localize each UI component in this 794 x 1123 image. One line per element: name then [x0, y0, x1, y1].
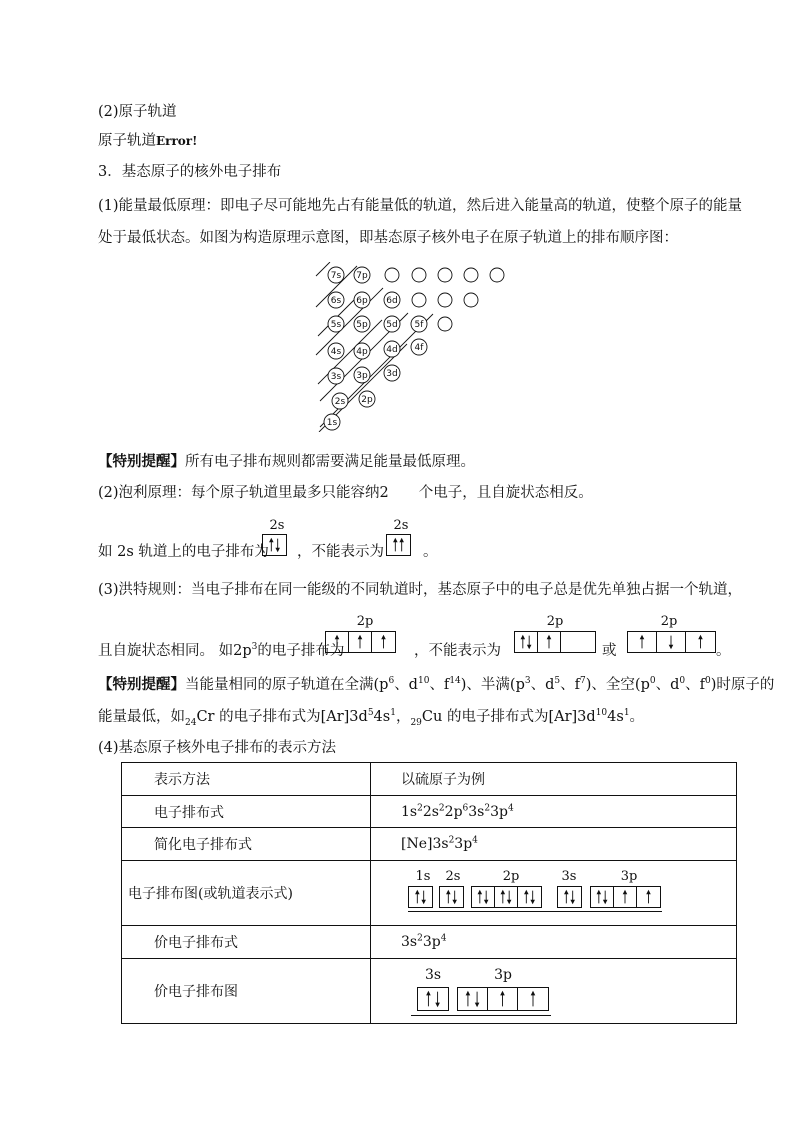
orbital-2p: [471, 886, 542, 908]
table-row: [122, 796, 737, 828]
diagram-underline: [408, 911, 662, 912]
empty-orbital: [464, 268, 478, 282]
hund-a: 且自旋状态相同。 如: [98, 643, 234, 659]
orb-5d: 5d: [386, 320, 398, 330]
orbital-2p-wrong-2: [627, 631, 716, 653]
example-config: $1s^22s^22p^63s^23p^4$: [371, 796, 737, 828]
orbital-2s-wrong: [386, 534, 411, 556]
empty-orbital: [490, 268, 504, 282]
orb-3s: 3s: [330, 372, 342, 382]
cell-up-down: [418, 988, 448, 1010]
full-orbital-diagram: [371, 861, 736, 925]
label-2s-wrong: 2s: [393, 518, 409, 533]
cell-up: [628, 632, 657, 652]
hund-line-2: [98, 641, 344, 661]
section-3-heading: 3．基态原子的核外电子排布: [98, 164, 282, 180]
empty-orbital: [438, 317, 452, 331]
label-2p-wrong-2: 2p: [660, 614, 678, 629]
orbital-2p-correct: [325, 631, 396, 653]
ex-2s-b: 2s: [117, 544, 134, 560]
hund-line-1: (3)洪特规则：当电子排布在同一能级的不同轨道时，基态原子中的电子总是优先单独占据一个轨道，: [98, 582, 743, 598]
cell-up: [637, 887, 660, 907]
method-valence-diagram: 价电子排布图: [122, 959, 371, 1024]
orbital-1s: [408, 886, 433, 908]
cell-up-down: [472, 887, 495, 907]
empty-orbital: [464, 293, 478, 307]
cell-up-down: [495, 887, 518, 907]
example-diagram: [371, 861, 737, 926]
hund-b-sup: 3: [251, 642, 258, 653]
aufbau-diagram: [310, 262, 530, 432]
cell-up-down: [440, 887, 463, 907]
orb-2s: 2s: [334, 397, 346, 407]
ex-2s-a: 如: [98, 544, 113, 560]
example-short: $[Ne]3s^23p^4$: [371, 828, 737, 861]
cell-up-down: [518, 887, 541, 907]
orb-1s: 1s: [326, 418, 338, 428]
orb-6d: 6d: [386, 296, 398, 306]
hund-end: 。: [716, 643, 731, 659]
table-row: [122, 926, 737, 959]
orb-2p: 2p: [361, 395, 373, 405]
section-4-heading: (4)基态原子核外电子排布的表示方法: [98, 740, 337, 756]
orb-3d: 3d: [386, 369, 398, 379]
orb-4f: 4f: [414, 343, 424, 353]
ex-2s-e: 。: [423, 544, 438, 560]
label-3p: 3p: [620, 869, 638, 884]
hund-b: 2p: [233, 643, 252, 659]
error-text: Error!: [156, 134, 198, 148]
ex-2s-c: 轨道上的电子排布为: [138, 544, 269, 560]
representation-table: [121, 762, 737, 1024]
orbital-3p: [590, 886, 661, 908]
method-short: 简化电子排布式: [122, 828, 371, 861]
orb-4s: 4s: [330, 347, 342, 357]
valence-orbital-diagram: [371, 959, 736, 1023]
aufbau-line-2: 处于最低状态。如图为构造原理示意图，即基态原子核外电子在原子轨道上的排布顺序图：: [98, 230, 678, 246]
orb-6p: 6p: [356, 296, 368, 306]
orb-7p: 7p: [356, 271, 368, 281]
cell-up-down: [591, 887, 614, 907]
cell-up: [349, 632, 372, 652]
hund-or: 或: [602, 643, 617, 659]
tip-2-text-1: 当能量相同的原子轨道在全满($p^6$、$d^{10}$、$f^{14}$)、半满($p^3$、$d^5$、$f^7$)、全空($p^0$、$d^0$、$f^0$)时原子的: [185, 676, 775, 693]
tip-2-line-1: [98, 675, 774, 695]
cell-up: [614, 887, 637, 907]
table-head-method: 表示方法: [122, 763, 371, 796]
cell-up: [488, 988, 518, 1010]
label-3s: 3s: [561, 869, 577, 884]
valence-label-3p: 3p: [494, 967, 512, 983]
diag-line: [316, 288, 383, 355]
orbital-line: [98, 131, 197, 151]
label-2s-correct: 2s: [269, 518, 285, 533]
table-head-example: 以硫原子为例: [371, 763, 737, 796]
method-diagram: 电子排布图(或轨道表示式): [122, 861, 371, 926]
orb-5f: 5f: [414, 320, 424, 330]
cell-up-down: [409, 887, 432, 907]
orbital-3s: [557, 886, 582, 908]
table-row: [122, 763, 737, 796]
table-row: [122, 828, 737, 861]
tip-1: [98, 452, 475, 472]
tip-2-line-2: 能量最低，如$_{24}$Cr 的电子排布式为$[Ar]3d^54s^1$，$_{29}$Cu 的电子排布式为$[Ar]3d^{10}4s^1$。: [98, 708, 645, 728]
ex-2s-d: ，不能表示为: [297, 544, 384, 560]
hund-c: 的电子排布为: [257, 643, 345, 659]
pauli-line: [98, 483, 593, 503]
method-valence-config: 价电子排布式: [122, 926, 371, 959]
orbital-2s-correct: [262, 534, 287, 556]
empty-orbital: [412, 268, 426, 282]
tip-2-label: 【特别提醒】: [98, 676, 185, 693]
cell-up-down: [558, 887, 581, 907]
ex-2s-line: [98, 542, 269, 562]
orb-5s: 5s: [330, 320, 342, 330]
orb-3p: 3p: [356, 371, 368, 381]
orb-7s: 7s: [330, 271, 342, 281]
table-row: [122, 861, 737, 926]
empty-orbital: [438, 268, 452, 282]
valence-underline: [411, 1015, 551, 1016]
cell-up-down: [263, 535, 286, 555]
cell-up-down: [458, 988, 488, 1010]
valence-orbital-3s: [417, 987, 449, 1011]
example-valence-diagram: [371, 959, 737, 1024]
valence-orbital-3p: [457, 987, 549, 1011]
cell-up: [518, 988, 548, 1010]
orb-4p: 4p: [356, 347, 368, 357]
pauli-text-b: 个电子，且自旋状态相反。: [418, 485, 593, 501]
cell-up-up: [387, 535, 410, 555]
orbital-2p-wrong-1: [514, 631, 596, 653]
pauli-number: 2: [379, 485, 389, 501]
empty-orbital: [385, 268, 399, 282]
cell-up: [372, 632, 395, 652]
label-1s: 1s: [415, 869, 431, 884]
orbital-2s: [439, 886, 464, 908]
cell-empty: [561, 632, 595, 652]
aufbau-line-1: (1)能量最低原理：即电子尽可能地先占有能量低的轨道，然后进入能量高的轨道，使整个原子的能量: [98, 198, 743, 214]
table-row: [122, 959, 737, 1024]
label-2p-correct: 2p: [356, 614, 374, 629]
cell-down: [657, 632, 686, 652]
orb-6s: 6s: [330, 296, 342, 306]
cell-up: [326, 632, 349, 652]
cell-up: [538, 632, 561, 652]
orbital-line-text: 原子轨道: [98, 133, 156, 149]
subheading-orbitals: (2)原子轨道: [98, 104, 177, 120]
label-2s: 2s: [445, 869, 461, 884]
tip-1-text: 所有电子排布规则都需要满足能量最低原理。: [185, 454, 475, 470]
orb-4d: 4d: [386, 345, 398, 355]
tip-1-label: 【特别提醒】: [98, 453, 185, 470]
method-config: 电子排布式: [122, 796, 371, 828]
hund-d: ，不能表示为: [414, 643, 501, 659]
label-2p: 2p: [502, 869, 520, 884]
cell-up-down: [515, 632, 538, 652]
empty-orbital: [438, 293, 452, 307]
pauli-text-a: (2)泡利原理：每个原子轨道里最多只能容纳: [98, 485, 380, 501]
label-2p-wrong-1: 2p: [546, 614, 564, 629]
empty-orbital: [412, 293, 426, 307]
cell-up: [686, 632, 715, 652]
example-valence-config: $3s^23p^4$: [371, 926, 737, 959]
orb-5p: 5p: [356, 320, 368, 330]
valence-label-3s: 3s: [424, 967, 442, 983]
